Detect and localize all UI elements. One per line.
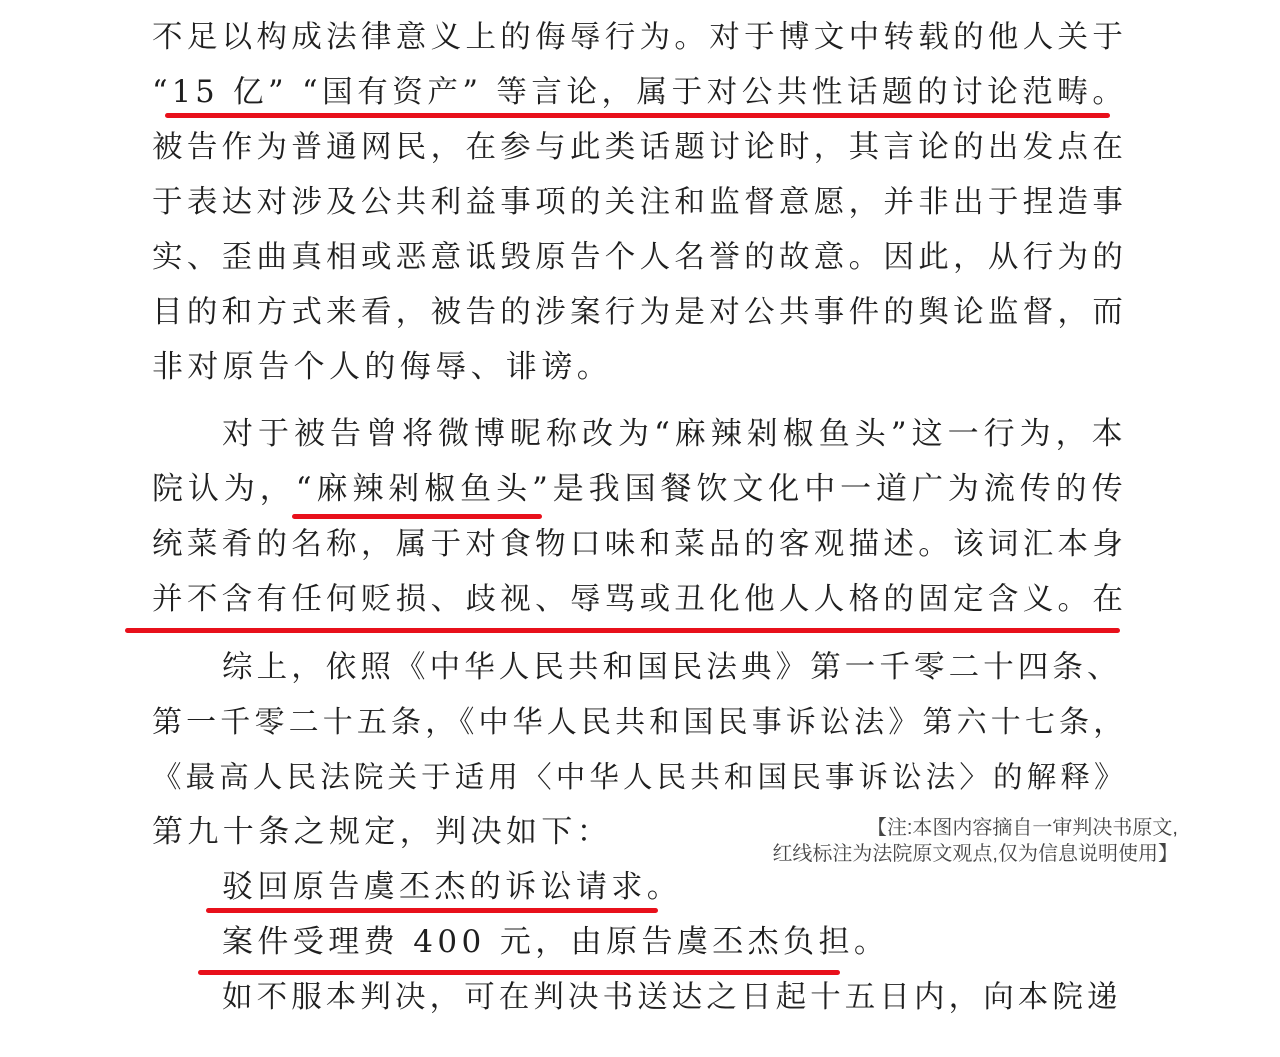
text-line: 统菜肴的名称，属于对食物口味和菜品的客观描述。该词汇本身	[152, 527, 1127, 562]
red-underline	[198, 970, 840, 975]
text-line: 于表达对涉及公共利益事项的关注和监督意愿，并非出于捏造事	[152, 185, 1127, 220]
note-line: 【注:本图内容摘自一审判决书原文,	[866, 817, 1178, 839]
red-underline	[206, 908, 658, 913]
text-line: 第九十条之规定，判决如下：	[152, 814, 613, 850]
text-line: 实、歪曲真相或恶意诋毁原告个人名誉的故意。因此，从行为的	[152, 240, 1127, 275]
text-line: 院认为，“麻辣剁椒鱼头”是我国餐饮文化中一道广为流传的传	[152, 471, 1127, 507]
text-line: 非对原告个人的侮辱、诽谤。	[152, 349, 613, 385]
verdict-line: 驳回原告虞丕杰的诉讼请求。	[222, 869, 683, 905]
text-line: “15 亿” “国有资产” 等言论，属于对公共性话题的讨论范畴。	[152, 75, 1127, 110]
text-line: 综上，依照《中华人民共和国民法典》第一千零二十四条、	[222, 650, 1122, 685]
text-line: 并不含有任何贬损、歧视、辱骂或丑化他人人格的固定含义。在	[152, 582, 1127, 617]
annotation-note	[686, 815, 1178, 867]
text-line: 《最高人民法院关于适用〈中华人民共和国民事诉讼法〉的解释》	[152, 760, 1127, 794]
text-line: 如不服本判决，可在判决书送达之日起十五日内，向本院递	[222, 980, 1122, 1015]
note-line: 红线标注为法院原文观点,仅为信息说明使用】	[772, 843, 1178, 865]
red-underline	[125, 628, 1120, 633]
red-underline	[292, 514, 542, 519]
text-line: 对于被告曾将微博昵称改为“麻辣剁椒鱼头”这一行为，本	[222, 416, 1127, 452]
text-line: 第一千零二十五条，《中华人民共和国民事诉讼法》第六十七条，	[152, 705, 1127, 740]
text-line: 不足以构成法律意义上的侮辱行为。对于博文中转载的他人关于	[152, 20, 1127, 55]
paragraph-public-topic	[152, 10, 1127, 395]
verdict-line: 案件受理费 400 元，由原告虞丕杰负担。	[222, 924, 890, 960]
red-underline	[165, 113, 1110, 118]
text-line: 被告作为普通网民，在参与此类话题讨论时，其言论的出发点在	[152, 130, 1127, 165]
text-line: 目的和方式来看，被告的涉案行为是对公共事件的舆论监督，而	[152, 295, 1127, 330]
